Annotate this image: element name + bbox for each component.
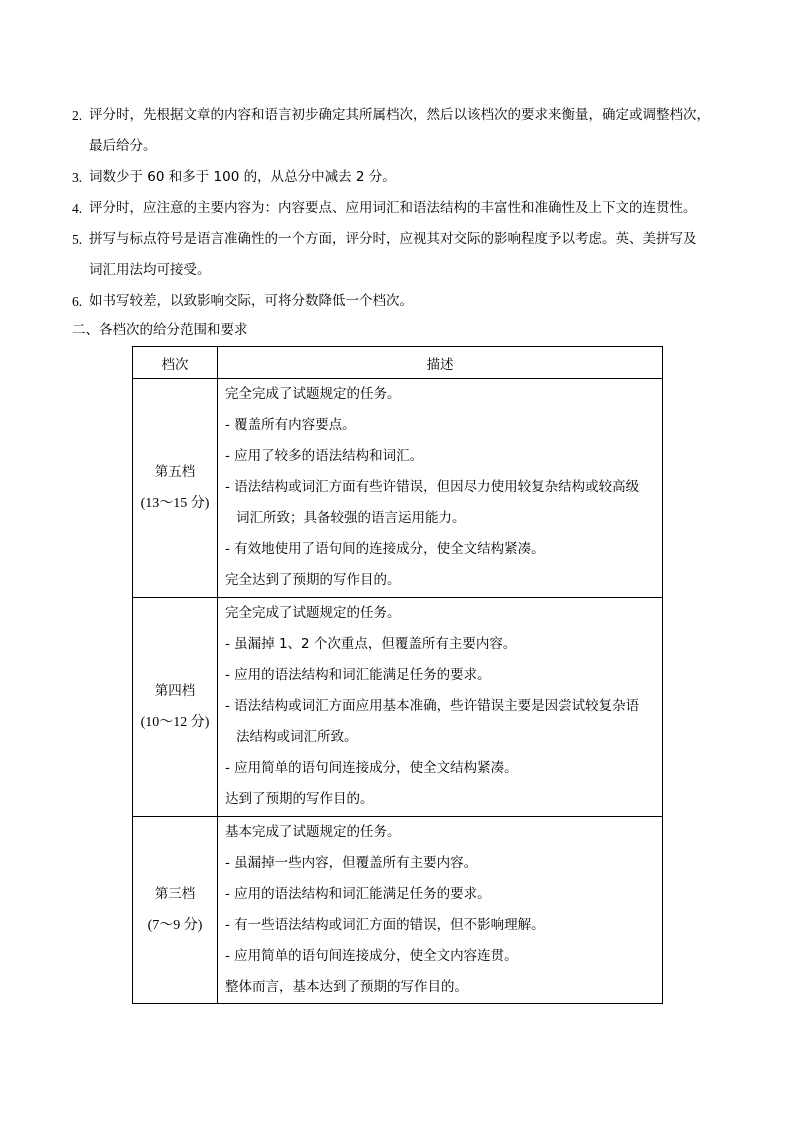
level-name: 第四档 bbox=[154, 683, 196, 699]
description-line: - 覆盖所有内容要点。 bbox=[225, 417, 356, 433]
column-header-description: 描述 bbox=[218, 347, 663, 379]
description-line: - 语法结构或词汇方面有些许错误，但因尽力使用较复杂结构或较高级 bbox=[225, 479, 640, 495]
description-line: 整体而言，基本达到了预期的写作目的。 bbox=[225, 979, 468, 995]
rule-text: 评分时，先根据文章的内容和语言初步确定其所属档次，然后以该档次的要求来衡量，确定或调整档次， 最后给分。 bbox=[89, 107, 710, 154]
table-header-row bbox=[133, 347, 663, 379]
scoring-rules-list bbox=[72, 100, 742, 317]
description-line: - 有一些语法结构或词汇方面的错误，但不影响理解。 bbox=[225, 917, 545, 933]
description-line: - 虽漏掉 1、2 个次重点，但覆盖所有主要内容。 bbox=[225, 636, 517, 652]
rule-item bbox=[72, 286, 742, 317]
description-line: - 虽漏掉一些内容，但覆盖所有主要内容。 bbox=[225, 855, 478, 871]
rule-item bbox=[72, 193, 742, 224]
rule-number: 2. bbox=[72, 108, 83, 123]
description-cell bbox=[218, 598, 663, 817]
description-line: - 应用了较多的语法结构和词汇。 bbox=[225, 448, 424, 464]
description-line: 完全完成了试题规定的任务。 bbox=[225, 386, 401, 402]
rule-item bbox=[72, 100, 742, 162]
rule-number: 3. bbox=[72, 170, 83, 185]
scoring-bands-table bbox=[132, 346, 663, 1004]
description-line: 词汇所致；具备较强的语言运用能力。 bbox=[236, 510, 466, 526]
rule-text: 拼写与标点符号是语言准确性的一个方面，评分时，应视其对交际的影响程度予以考虑。英、美拼写及 词汇用法均可接受。 bbox=[89, 231, 697, 278]
level-cell bbox=[133, 817, 218, 1004]
table-row bbox=[133, 598, 663, 817]
level-name: 第五档 bbox=[154, 464, 196, 480]
description-line: - 应用的语法结构和词汇能满足任务的要求。 bbox=[225, 667, 491, 683]
rule-number: 5. bbox=[72, 232, 83, 247]
table-row bbox=[133, 817, 663, 1004]
level-score-range: (10～12 分) bbox=[140, 715, 210, 730]
description-line: 完全达到了预期的写作目的。 bbox=[225, 572, 401, 588]
level-score-range: (13～15 分) bbox=[140, 496, 210, 511]
description-line: - 应用简单的语句间连接成分，使全文内容连贯。 bbox=[225, 948, 518, 964]
rule-number: 6. bbox=[72, 294, 83, 309]
level-score-range: (7～9 分) bbox=[147, 918, 203, 933]
rule-text: 评分时，应注意的主要内容为：内容要点、应用词汇和语法结构的丰富性和准确性及上下文的连贯性。 bbox=[89, 200, 697, 216]
description-line: 基本完成了试题规定的任务。 bbox=[225, 824, 401, 840]
level-cell bbox=[133, 598, 218, 817]
description-line: - 应用的语法结构和词汇能满足任务的要求。 bbox=[225, 886, 491, 902]
rule-text: 词数少于 60 和多于 100 的，从总分中减去 2 分。 bbox=[89, 169, 396, 185]
level-cell bbox=[133, 379, 218, 598]
description-line: 达到了预期的写作目的。 bbox=[225, 791, 374, 807]
description-cell bbox=[218, 817, 663, 1004]
rule-number: 4. bbox=[72, 201, 83, 216]
description-line: - 有效地使用了语句间的连接成分，使全文结构紧凑。 bbox=[225, 541, 545, 557]
level-name: 第三档 bbox=[154, 886, 196, 902]
section-title: 二、各档次的给分范围和要求 bbox=[72, 322, 248, 338]
description-line: - 语法结构或词汇方面应用基本准确，些许错误主要是因尝试较复杂语 bbox=[225, 698, 640, 714]
column-header-level: 档次 bbox=[133, 347, 218, 379]
description-line: 完全完成了试题规定的任务。 bbox=[225, 605, 401, 621]
rule-text: 如书写较差，以致影响交际，可将分数降低一个档次。 bbox=[89, 293, 413, 309]
description-cell bbox=[218, 379, 663, 598]
description-line: - 应用简单的语句间连接成分，使全文结构紧凑。 bbox=[225, 760, 518, 776]
rule-item bbox=[72, 162, 742, 193]
rule-item bbox=[72, 224, 742, 286]
description-line: 法结构或词汇所致。 bbox=[236, 729, 358, 745]
table-row bbox=[133, 379, 663, 598]
